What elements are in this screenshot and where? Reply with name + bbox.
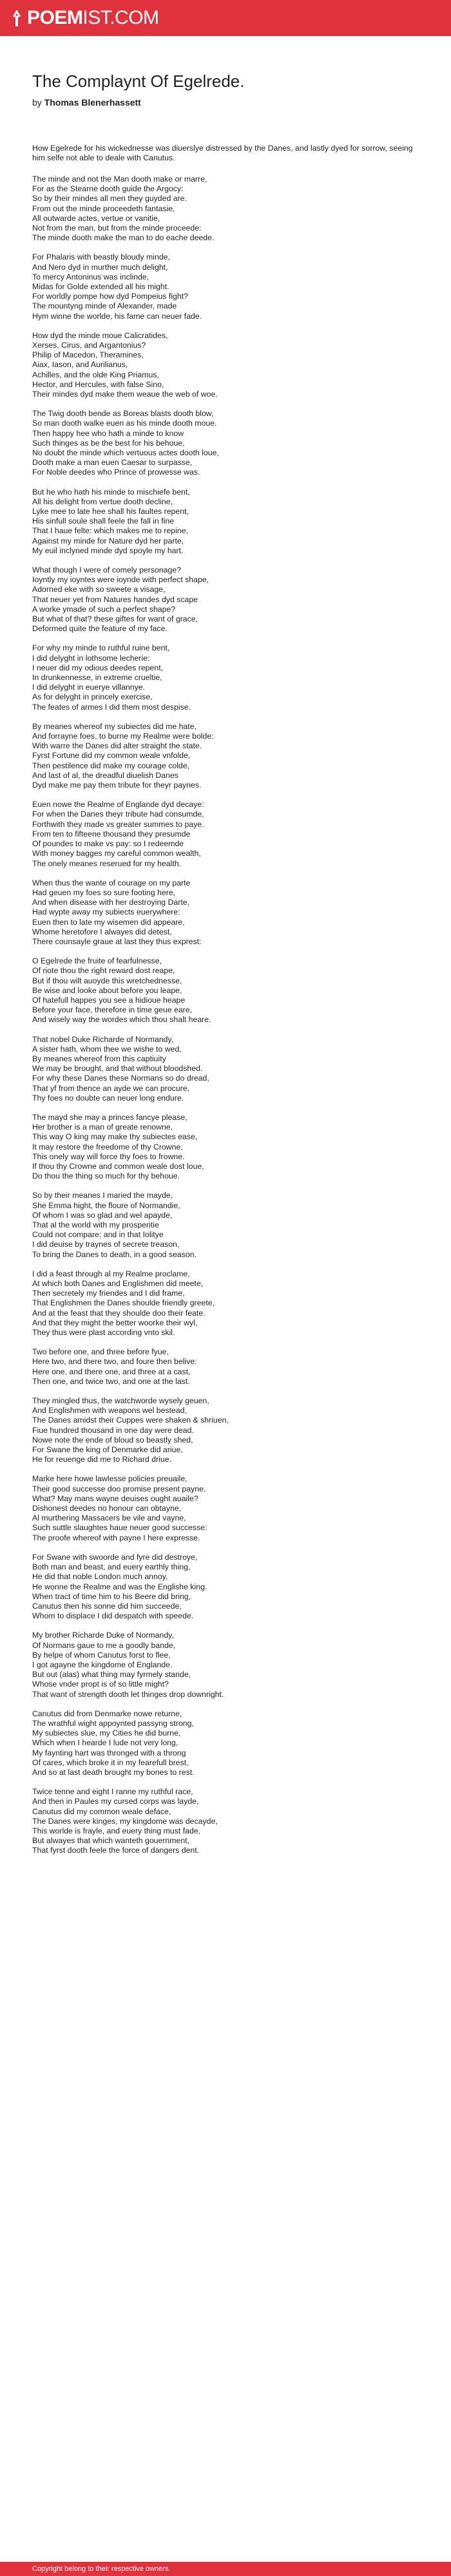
poem-line: As for delyght in princely exercise,: [32, 692, 153, 702]
poem-line: Her brother is a man of greate renowne,: [32, 1122, 173, 1132]
poem-line: That al the world with my prosperitie: [32, 1220, 159, 1229]
poem-line: This worlde is frayle, and euery thing must fade,: [32, 1826, 201, 1835]
site-name: [27, 8, 159, 28]
stanza: [32, 878, 419, 947]
poem-line: Midas for Golde extended all his might.: [32, 281, 169, 291]
poem-line: A sister hath, whom thee we wishe to wed,: [32, 1044, 182, 1054]
stanza: [32, 331, 419, 399]
poem-line: By meanes whereof from this captiuity: [32, 1054, 166, 1063]
poem-line: Then pestilence did make my courage colde,: [32, 761, 190, 770]
poem-line: My faynting hart was thronged with a throng: [32, 1748, 186, 1757]
poem-line: Had geuen my foes so sure footing here,: [32, 887, 176, 897]
poem-line: I did deuise by traynes of secrete treason,: [32, 1240, 180, 1249]
poem-line: For as the Stearne dooth guide the Argocy:: [32, 184, 184, 194]
author-link[interactable]: Thomas Blenerhassett: [44, 97, 141, 108]
poem-line: That nobel Duke Richarde of Normandy,: [32, 1034, 174, 1044]
poem-line: For Noble deedes who Prince of prowesse was.: [32, 468, 200, 477]
poem-line: And then in Paules my cursed corps was layde,: [32, 1797, 199, 1806]
stanza: [32, 1113, 419, 1181]
poem-line: Adorned eke with so sweete a visage,: [32, 585, 166, 594]
poem-line: Such suttle slaughtes haue neuer good successe:: [32, 1523, 207, 1533]
poem-intro: How Egelrede for his wickednesse was diuerslye distressed by the Danes, and lastly dyed for sorrow, seeing him selfe not able to deale with Canutus.: [32, 143, 413, 162]
poem-line: Of poundes to make vs pay: so I redeemde: [32, 839, 184, 849]
poem-line: And wisely way the wordes which thou shalt heare.: [32, 1015, 211, 1025]
stanza: [32, 175, 419, 243]
stanza: [32, 565, 419, 634]
stanza: [32, 252, 419, 321]
poem-line: Not from the man, but from the minde proceede:: [32, 223, 202, 232]
poem-line: Be wise and looke about before you leape,: [32, 985, 182, 995]
poem-line: Against my minde for Nature dyd her parte,: [32, 536, 184, 545]
site-logo[interactable]: [12, 8, 159, 28]
poem-line: But what of that? these giftes for want of grace,: [32, 614, 198, 624]
site-name-light: IST.COM: [82, 7, 159, 28]
poem-line: Al murthering Massacers be vile and vayne,: [32, 1513, 186, 1523]
poem-line: For Swane with swoorde and fyre did destroye,: [32, 1552, 198, 1562]
poem-line: My brother Richarde Duke of Normandy,: [32, 1631, 174, 1640]
poem-line: And Nero dyd in murther much delight,: [32, 262, 168, 272]
site-footer: [0, 2562, 451, 2576]
poem-line: Fyrst Fortune did my common weale vnfolde,: [32, 751, 191, 761]
poem-line: Lyke mee to late hee shall his faultes repent,: [32, 507, 189, 516]
poem-line: Do thou the thing so much for thy behoue.: [32, 1171, 180, 1181]
poem-line: But he who hath his minde to mischiefe bent,: [32, 487, 190, 497]
poem-line: Of hatefull happes you see a hidioue heape: [32, 995, 186, 1005]
poem-line: Marke here howe lawlesse policies preuaile,: [32, 1474, 187, 1484]
poem-line: And at the feast that they shoulde doo their feate.: [32, 1308, 206, 1318]
poem-line: All outwarde actes, vertue or vanitie,: [32, 213, 160, 223]
poem-line: That Englishmen the Danes shoulde friendly greete,: [32, 1298, 215, 1308]
poem-line: That want of strength dooth let thinges drop downright.: [32, 1689, 224, 1699]
poem-line: Aiax, Iason, and Aurilianus,: [32, 360, 128, 370]
poem-line: Fiue hundred thousand in one day were dead.: [32, 1425, 194, 1435]
poem-line: So by their meanes I maried the mayde,: [32, 1191, 173, 1200]
poem-line: Whome heretofore I alwayes did detest,: [32, 927, 172, 936]
poem-line: The wrathful wight appoynted passyng strong,: [32, 1718, 194, 1728]
poem-line: His sinfull soule shall feele the fall in fine: [32, 516, 175, 526]
poem-line: What? May mans wayne deuises ought auaile?: [32, 1493, 198, 1503]
poem-line: Dishonest deedes no honour can obtayne,: [32, 1504, 182, 1513]
poem-line: Of Normans gaue to me a goodly bande,: [32, 1640, 176, 1650]
stanza: [32, 643, 419, 712]
poem-line: Had wypte away my subiects euerywhere:: [32, 907, 180, 917]
poem-line: Deformed quite the feature of my face.: [32, 624, 168, 634]
poem-line: Before your face, therefore in time geue eare,: [32, 1005, 193, 1015]
poem-line: The mountyng minde of Alexander, made: [32, 301, 177, 311]
poem-line: No doubt the minde which vertuous actes dooth loue,: [32, 448, 219, 457]
stanza: [32, 1396, 419, 1464]
poem-line: The feates of armes I did them most despise.: [32, 702, 191, 712]
poem-line: Then secretely my friendes and I did frame,: [32, 1289, 185, 1298]
poem-line: She Emma hight, the floure of Normandie,: [32, 1200, 180, 1210]
poem-line: Hym winne the worlde, his fame can neuer fade.: [32, 311, 202, 321]
poem-line: All his delight from vertue dooth decline,: [32, 497, 173, 506]
poem-line: I neuer did my odious deedes repent,: [32, 663, 164, 672]
poem-line: At which both Danes and Englishmen did meete,: [32, 1279, 204, 1289]
poem-line: I did delyght in lothsome lecherie:: [32, 653, 150, 663]
stanza: [32, 956, 419, 1025]
stanza: [32, 488, 419, 556]
stanza: [32, 409, 419, 477]
poem-line: Xerses, Cirus, and Argantonius?: [32, 340, 146, 350]
pen-nib-icon: [12, 9, 22, 27]
poem-line: I did delyght in euerye villannye.: [32, 683, 145, 692]
poem-line: Twice tenne and eight I ranne my ruthful race,: [32, 1787, 193, 1797]
poem-line: For Phalaris with beastly bloudy minde,: [32, 252, 170, 262]
stanza: [32, 1035, 419, 1103]
poem-line: Whose vnder propt is of so little might?: [32, 1680, 169, 1689]
poem-line: And Englishmen with weapons wel bestead,: [32, 1406, 187, 1416]
poem-line: What though I were of comely personage?: [32, 565, 182, 575]
poem-line: Their mindes dyd make them weaue the web of woe.: [32, 389, 218, 399]
poem-line: Forthwith they made vs greater summes to paye.: [32, 819, 204, 829]
poem-line: Both man and beast, and euery earthly thing,: [32, 1562, 191, 1572]
stanza: [32, 800, 419, 868]
poem-line: For why these Danes these Normans so do dread,: [32, 1074, 209, 1083]
poem-title: The Complaynt Of Egelrede.: [32, 71, 245, 91]
poem-line: For Swane the king of Denmarke did ariue,: [32, 1445, 183, 1455]
poem-line: They mingled thus, the watchworde wysely geuen,: [32, 1396, 209, 1406]
poem-line: Could not compare: and in that Iolitye: [32, 1230, 164, 1240]
poem-line: Canutus did my common weale deface,: [32, 1806, 171, 1816]
poem-line: He for reuenge did me to Richard driue.: [32, 1455, 171, 1464]
poem-line: Of cares, which broke it in my fearefull brest,: [32, 1757, 189, 1767]
poem-line: For worldly pompe how dyd Pompeius fight?: [32, 292, 188, 301]
stanza: [32, 1269, 419, 1338]
poem-line: Ioyntly my ioyntes were ioynde with perfect shape,: [32, 575, 209, 585]
poem-line: Hector, and Hercules, with false Sino,: [32, 379, 164, 389]
poem-line: And so at last death brought my bones to rest.: [32, 1767, 195, 1777]
stanza: [32, 1347, 419, 1387]
poem-line: Here two, and there two, and foure then belive:: [32, 1357, 197, 1367]
poem-line: The Twig dooth bende as Boreas blasts dooth blow,: [32, 409, 214, 419]
poem-line: Of riote thou the right reward dost reape,: [32, 966, 175, 976]
poem-line: That fyrst dooth feele the force of dangers dent.: [32, 1846, 200, 1855]
poem-line: The Danes amidst their Cuppes were shaken & shriuen,: [32, 1416, 229, 1425]
poem-line: And last of al, the dreadful diuelish Danes: [32, 770, 178, 780]
poem-line: O Egelrede the fruite of fearfulnesse,: [32, 956, 162, 966]
poem-line: Such thinges as be the best for his behoue,: [32, 438, 185, 448]
poem-line: By helpe of whom Canutus forst to flee,: [32, 1650, 171, 1660]
poem-line: The proofe whereof with payne I here expresse.: [32, 1533, 200, 1542]
poem-line: Nowe note the ende of bloud so beastly shed,: [32, 1435, 193, 1444]
poem-line: And when disease with her destroying Darte,: [32, 898, 190, 907]
poem-body: [32, 175, 419, 1856]
stanza: [32, 1553, 419, 1621]
poem-line: That I haue felte: which makes me to repine,: [32, 526, 188, 536]
poem-line: My euil inclyned minde dyd spoyle my hart.: [32, 545, 184, 555]
poem-line: Then one, and twice two, and one at the last.: [32, 1376, 190, 1386]
poem-line: Euen then to late my wisemen did appeare,: [32, 917, 185, 927]
poem-line: Their good successe doo promise present payne.: [32, 1484, 206, 1493]
poem-line: The Danes were kinges, my kingdome was decayde,: [32, 1816, 218, 1826]
poem-line: How dyd the minde moue Calicratides,: [32, 330, 168, 340]
poem-line: The mayd she may a princes fancye please,: [32, 1112, 187, 1122]
poem-line: By meanes whereof my subiectes did me hate,: [32, 721, 197, 731]
poem-line: I got agayne the kingdome of Englande.: [32, 1660, 173, 1669]
poem-line: He wonne the Realme and was the Englishe king.: [32, 1582, 207, 1591]
poem-line: For when the Danes theyr tribute had consumde,: [32, 810, 204, 819]
poem-line: Thy foes no doubte can neuer long endure.: [32, 1093, 184, 1103]
copyright-text: Copyright belong to their respective owners.: [32, 2565, 171, 2573]
poem-line: A worke ymade of such a perfect shape?: [32, 604, 176, 614]
poem-line: Euen nowe the Realme of Englande dyd decaye:: [32, 800, 204, 810]
poem-line: To bring the Danes to death, in a good season.: [32, 1249, 197, 1259]
poem-line: So man dooth walke euen as his minde dooth moue.: [32, 419, 217, 428]
stanza: [32, 1191, 419, 1259]
poem-line: Of whom I was so glad and wel apayde,: [32, 1210, 173, 1220]
poem-line: When thus the wante of courage on my parte: [32, 878, 191, 887]
poem-line: Then happy hee who hath a minde to know: [32, 428, 184, 438]
poem-line: But out (alas) what thing may fyrmely stande,: [32, 1670, 191, 1680]
stanza: [32, 1709, 419, 1777]
poem-line: There counsayle graue at last they thus exprest:: [32, 936, 202, 946]
poem-line: Two before one, and three before fyue,: [32, 1347, 169, 1357]
poem-line: Dooth make a man euen Caesar to surpasse,: [32, 458, 193, 468]
poem-line: That neuer yet from Natures handes dyd scape: [32, 594, 198, 604]
poem-line: This onely way will force thy foes to frowne.: [32, 1151, 185, 1161]
poem-line: He did that noble London much annoy,: [32, 1572, 168, 1582]
poem-line: The minde and not the Man dooth make or marre,: [32, 174, 207, 184]
poem-line: This way O king may make thy subiectes ease,: [32, 1132, 198, 1142]
poem-line: Canutus then his sonne did him succeede,: [32, 1601, 182, 1611]
poem-line: Canutus did from Denmarke nowe returne,: [32, 1709, 182, 1718]
poem-line: From out the minde proceedeth fantasie,: [32, 204, 175, 213]
stanza: [32, 1787, 419, 1855]
poem-line: To mercy Antoninus was inclinde,: [32, 272, 149, 281]
poem-article: [0, 36, 419, 1856]
poem-line: With warre the Danes did alter straight the state.: [32, 741, 202, 751]
poem-line: My subiectes slue, my Cities he did burne,: [32, 1728, 181, 1738]
site-header: [0, 0, 451, 36]
poem-line: Whom to displace I did despatch with speede.: [32, 1611, 194, 1621]
byline: [32, 97, 419, 108]
site-name-bold: POEM: [27, 7, 83, 28]
poem-line: But alwayes that which wanteth gouernment,: [32, 1836, 190, 1846]
stanza: [32, 1631, 419, 1699]
poem-line: With money bagges my careful common wealth,: [32, 849, 201, 858]
poem-line: Which when I hearde I lude not very long,: [32, 1738, 178, 1748]
poem-line: It may restore the freedome of thy Crowne,: [32, 1142, 183, 1151]
stanza: [32, 1474, 419, 1542]
poem-line: Philip of Macedon, Theramines,: [32, 350, 144, 360]
poem-line: They thus were plast according vnto skil.: [32, 1328, 175, 1338]
stanza: [32, 722, 419, 790]
poem-line: When tract of time him to his Beere did bring,: [32, 1591, 191, 1601]
poem-line: The minde dooth make the man to do eache deede.: [32, 233, 215, 243]
poem-line: If thou thy Crowne and common weale dost loue,: [32, 1161, 204, 1171]
poem-line: But if thou wilt auoyde this wretchednesse,: [32, 976, 182, 985]
poem-line: Here one, and there one, and three at a cast,: [32, 1367, 191, 1376]
poem-line: Achilles, and the olde King Priamus,: [32, 370, 159, 379]
poem-line: So by their mindes all men they guyded are.: [32, 194, 187, 204]
poem-line: In drunkennesse, in extreme crueltie,: [32, 673, 162, 683]
poem-line: I did a feast through al my Realme proclame,: [32, 1269, 190, 1278]
poem-line: And that they might the better woorke their wyl,: [32, 1318, 198, 1327]
poem-line: And forrayne foes, to burne my Realme were bolde:: [32, 732, 214, 741]
poem-line: Dyd make me pay them tribute for theyr paynes.: [32, 781, 202, 790]
poem-line: The onely meanes reserued for my health.: [32, 858, 182, 868]
poem-line: We may be brought, and that without bloodshed.: [32, 1064, 203, 1074]
poem-line: From ten to fifteene thousand they presumde: [32, 829, 191, 838]
poem-line: That yf from thence an ayde we can procure,: [32, 1083, 190, 1093]
poem-line: For why my minde to ruthful ruine bent,: [32, 643, 170, 653]
by-label: by: [32, 97, 42, 108]
